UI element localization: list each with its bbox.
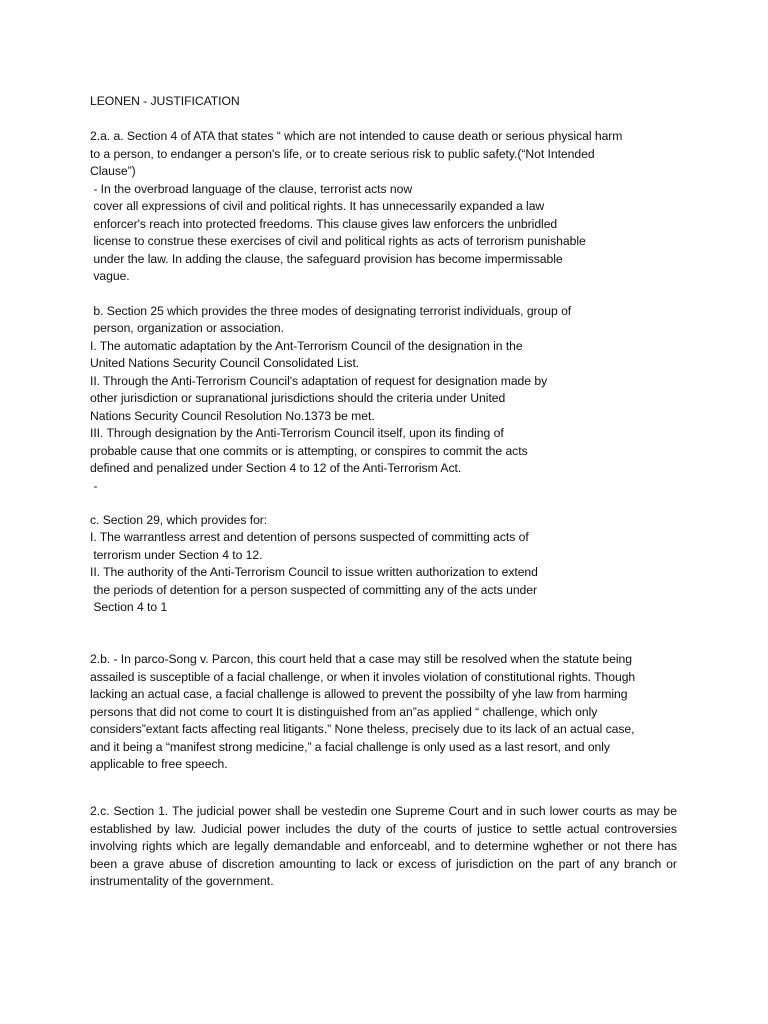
section-c-line: II. The authority of the Anti-Terrorism Council to issue written authorization to extend <box>90 565 538 579</box>
section-2a-line: vague. <box>90 269 130 283</box>
section-2b-line: lacking an actual case, a facial challenge is allowed to prevent the possibilty of yhe law from harming <box>90 687 628 701</box>
section-b-line: probable cause that one commits or is attempting, or conspires to commit the acts <box>90 444 528 458</box>
section-2b-line: applicable to free speech. <box>90 757 228 771</box>
section-c-line: c. Section 29, which provides for: <box>90 513 268 527</box>
section-2a-line: 2.a. a. Section 4 of ATA that states “ which are not intended to cause death or serious physical harm <box>90 129 623 143</box>
section-2a-line: Clause”) <box>90 164 136 178</box>
section-c-line: I. The warrantless arrest and detention of persons suspected of committing acts of <box>90 530 529 544</box>
section-b-line: Nations Security Council Resolution No.1373 be met. <box>90 409 375 423</box>
section-b-line: b. Section 25 which provides the three modes of designating terrorist individuals, group of <box>90 304 572 318</box>
section-2a-line: - In the overbroad language of the clause, terrorist acts now <box>90 182 413 196</box>
document-title: LEONEN - JUSTIFICATION <box>90 94 240 108</box>
section-2a-line: cover all expressions of civil and political rights. It has unnecessarily expanded a law <box>90 199 545 213</box>
section-b-line: person, organization or association. <box>90 321 284 335</box>
section-b-line: I. The automatic adaptation by the Ant-Terrorism Council of the designation in the <box>90 339 523 353</box>
section-2a-line: under the law. In adding the clause, the safeguard provision has become impermissable <box>90 252 563 266</box>
section-b-line: - <box>90 479 98 493</box>
section-2a-line: enforcer's reach into protected freedoms. This clause gives law enforcers the unbridled <box>90 217 558 231</box>
section-c-line: terrorism under Section 4 to 12. <box>90 548 263 562</box>
section-b-line: II. Through the Anti-Terrorism Council's adaptation of request for designation made by <box>90 374 548 388</box>
section-2b-line: considers”extant facts affecting real litigants.” None theless, precisely due to its lack of an actual case, <box>90 722 635 736</box>
section-c-line: the periods of detention for a person suspected of committing any of the acts under <box>90 583 538 597</box>
section-b-line: defined and penalized under Section 4 to 12 of the Anti-Terrorism Act. <box>90 461 462 475</box>
section-2b-line: and it being a “manifest strong medicine,” a facial challenge is only used as a last resort, and only <box>90 740 610 754</box>
section-b-line: other jurisdiction or supranational jurisdictions should the criteria under United <box>90 391 506 405</box>
section-c-line: Section 4 to 1 <box>90 600 168 614</box>
section-2a-line: license to construe these exercises of civil and political rights as acts of terrorism punishable <box>90 234 586 248</box>
section-2b-line: persons that did not come to court It is distinguished from an”as applied “ challenge, which only <box>90 705 598 719</box>
section-2b-line: 2.b. - In parco-Song v. Parcon, this court held that a case may still be resolved when the statute being <box>90 652 632 666</box>
section-2b-line: assailed is susceptible of a facial challenge, or when it involes violation of constitutional rights. Though <box>90 670 636 684</box>
section-b-line: III. Through designation by the Anti-Terrorism Council itself, upon its finding of <box>90 426 504 440</box>
section-2c-paragraph: 2.c. Section 1. The judicial power shall be vestedin one Supreme Court and in such lower courts as may be established by law. Judicial power includes the duty of the courts of justice to settle actual controversies involving rights which are legally demandable and enforceabl, and to determine wghether or not there has been a grave abuse of discretion amounting to lack or excess of jurisdiction on the part of any branch or instrumentality of the government. <box>90 804 677 888</box>
section-b-line: United Nations Security Council Consolidated List. <box>90 356 360 370</box>
section-2a-line: to a person, to endanger a person's life, or to create serious risk to public safety.(“Not Intended <box>90 147 595 161</box>
